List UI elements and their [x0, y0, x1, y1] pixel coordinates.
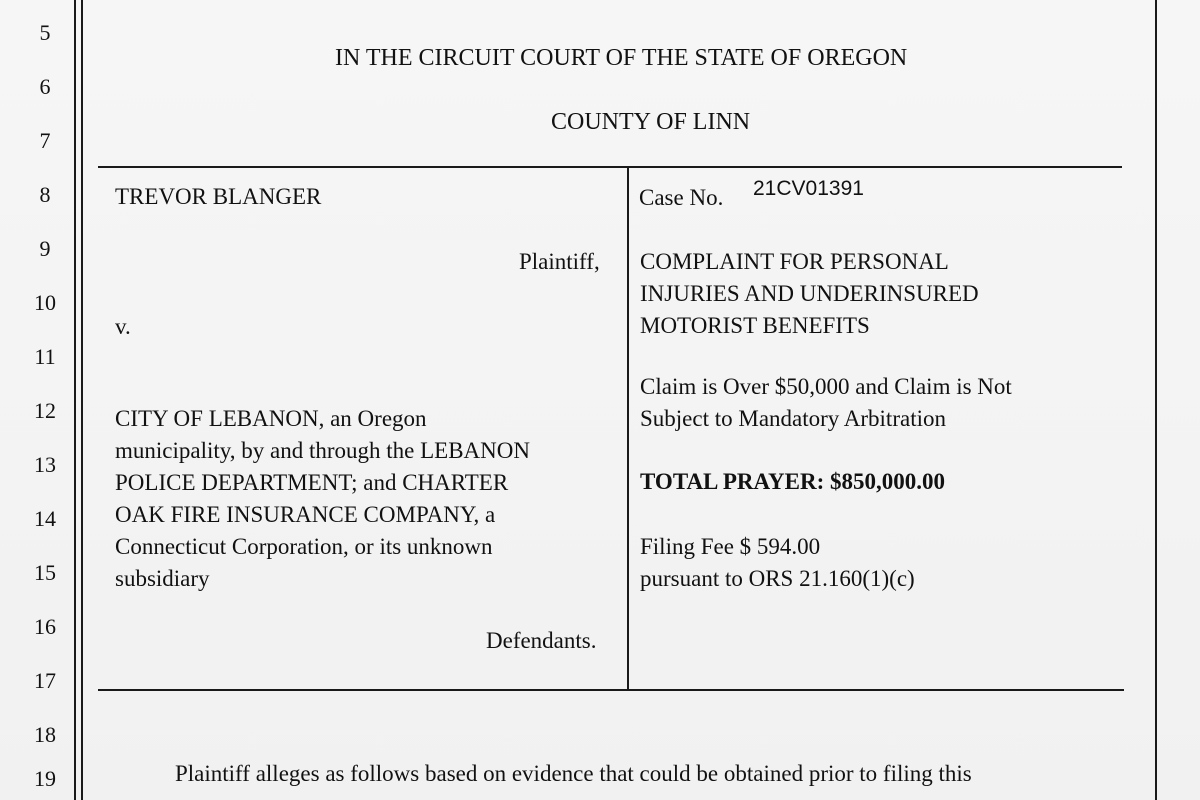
line-number: 19 [34, 766, 56, 791]
line-number: 16 [34, 614, 56, 639]
caption-top-rule [98, 166, 1122, 168]
line-number: 12 [34, 398, 56, 423]
caption-divider [627, 166, 629, 691]
line-number: 17 [34, 668, 56, 693]
margin-rule-left-outer [74, 0, 76, 800]
complaint-title-line: MOTORIST BENEFITS [640, 313, 870, 338]
versus: v. [115, 314, 131, 339]
margin-rule-left-inner [81, 0, 83, 800]
case-number: 21CV01391 [753, 177, 864, 200]
defendant-line: OAK FIRE INSURANCE COMPANY, a [115, 502, 496, 527]
line-number: 6 [39, 74, 51, 99]
line-number: 15 [34, 560, 56, 585]
total-prayer: TOTAL PRAYER: $850,000.00 [640, 469, 946, 494]
body-paragraph: Plaintiff alleges as follows based on evidence that could be obtained prior to filing this [175, 761, 972, 786]
filing-fee: Filing Fee $ 594.00 [640, 534, 821, 559]
defendant-line: Connecticut Corporation, or its unknown [115, 534, 493, 559]
defendants-label: Defendants. [486, 628, 597, 653]
case-label: Case No. [639, 185, 724, 210]
plaintiff-label: Plaintiff, [519, 249, 600, 274]
claim-line: Claim is Over $50,000 and Claim is Not [640, 374, 1012, 399]
defendant-line: POLICE DEPARTMENT; and CHARTER [115, 470, 509, 495]
complaint-title-line: INJURIES AND UNDERINSURED [640, 281, 979, 306]
court-title: IN THE CIRCUIT COURT OF THE STATE OF OREGON [335, 45, 908, 71]
line-number: 7 [39, 128, 51, 153]
line-number: 8 [39, 182, 51, 207]
line-number: 5 [39, 20, 51, 45]
caption-bottom-rule [98, 689, 1124, 691]
defendant-line: subsidiary [115, 566, 210, 591]
plaintiff-name: TREVOR BLANGER [115, 184, 322, 209]
line-number: 9 [39, 236, 51, 261]
defendant-line: municipality, by and through the LEBANON [115, 438, 530, 463]
claim-line: Subject to Mandatory Arbitration [640, 406, 946, 431]
line-number: 18 [34, 722, 56, 747]
complaint-title-line: COMPLAINT FOR PERSONAL [640, 249, 949, 274]
line-number: 13 [34, 452, 56, 477]
line-number: 10 [34, 290, 56, 315]
defendant-line: CITY OF LEBANON, an Oregon [115, 406, 427, 431]
ors-reference: pursuant to ORS 21.160(1)(c) [640, 566, 915, 591]
line-number: 14 [34, 506, 56, 531]
margin-rule-right [1155, 0, 1157, 800]
court-county: COUNTY OF LINN [551, 109, 751, 135]
line-number: 11 [34, 344, 56, 369]
